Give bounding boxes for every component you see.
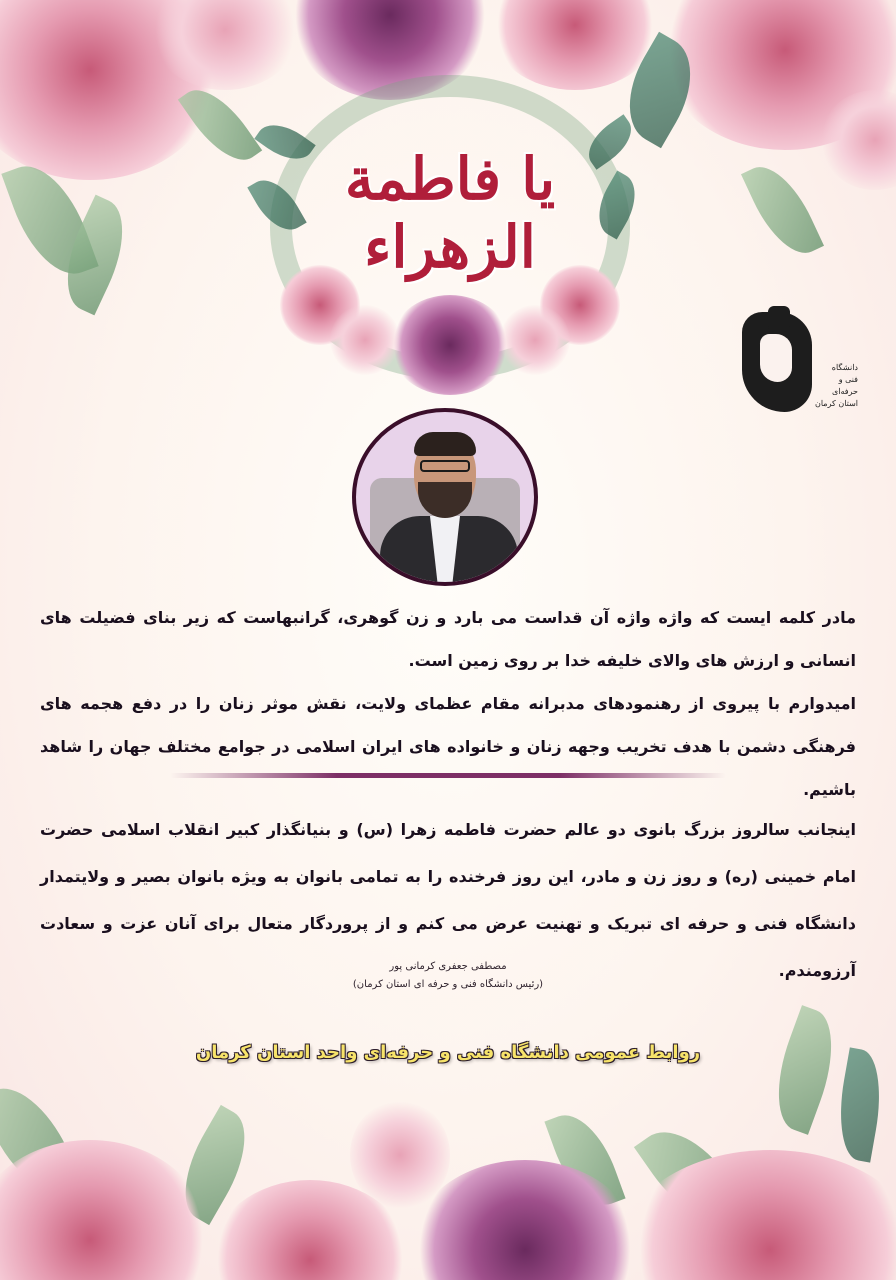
signature-block bbox=[298, 958, 598, 994]
paragraph-1: مادر کلمه ایست که واژه واژه آن قداست می بارد و زن گوهری، گرانبهاست که زیر بنای فضیلت های انسانی و ارزش های والای خلیفه خدا بر روی زمین است. bbox=[40, 608, 856, 670]
logo-mark bbox=[742, 312, 812, 412]
message-intro bbox=[40, 596, 856, 811]
logo-text bbox=[814, 362, 858, 410]
logo-text-line1: دانشگاه bbox=[831, 363, 858, 372]
logo-text-line3: استان کرمان bbox=[814, 399, 858, 408]
university-logo bbox=[742, 300, 858, 430]
footer-title: روابط عمومی دانشگاه فنی و حرفه‌ای واحد استان کرمان bbox=[195, 1042, 701, 1063]
paragraph-3: اینجانب سالروز بزرگ بانوی دو عالم حضرت فاطمه زهرا (س) و بنیانگذار کبیر انقلاب اسلامی حضرت امام خمینی (ره) و روز زن و مادر، این روز فرخنده را به تمامی بانوان به ویژه بانوان بصیر و ولایتمدار دانشگاه فنی و حرفه ای تبریک و تهنیت عرض می کنم و از پروردگار متعال برای آنان عزت و سعادت آرزومندم. bbox=[40, 820, 856, 980]
calligraphy-title: یا فاطمة الزهراء bbox=[344, 145, 556, 281]
signature-title: (رئیس دانشگاه فنی و حرفه ای استان کرمان) bbox=[352, 979, 544, 990]
calligraphy-wreath bbox=[250, 55, 650, 400]
paragraph-2: امیدوارم با پیروی از رهنمودهای مدبرانه مقام عظمای ولایت، نقش موثر زنان را در دفع هجمه های فرهنگی دشمن با هدف تخریب وجهه زنان و خانواده های ایران اسلامی در جوامع مختلف جهان را شاهد باشیم. bbox=[40, 694, 856, 799]
section-divider bbox=[170, 773, 726, 778]
signature-name: مصطفی جعفری کرمانی پور bbox=[389, 961, 507, 972]
logo-text-line2: فنی و حرفه‌ای bbox=[832, 375, 858, 396]
portrait-photo bbox=[352, 408, 538, 586]
